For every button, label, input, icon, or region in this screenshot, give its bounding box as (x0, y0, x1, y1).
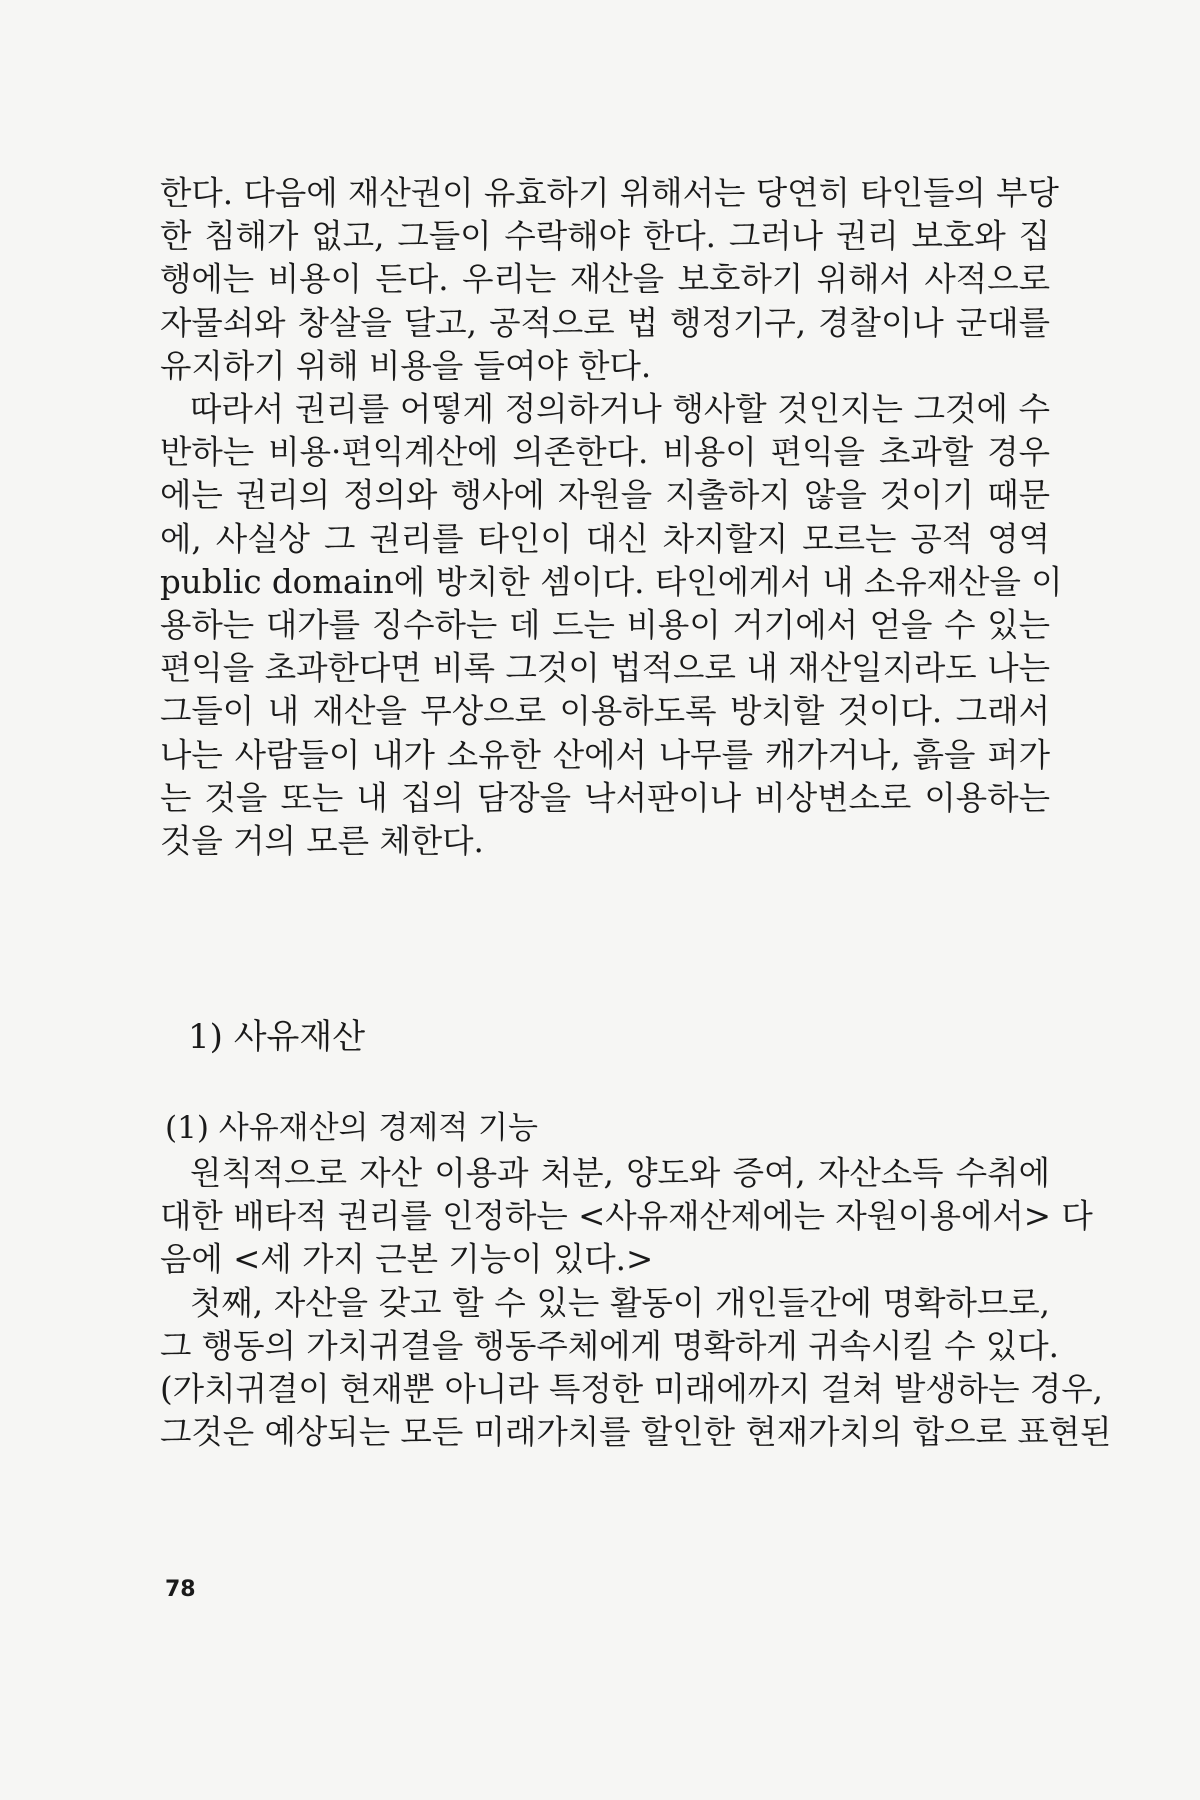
text-line: 편익을 초과한다면 비록 그것이 법적으로 내 재산일지라도 나는 (160, 649, 1050, 688)
text-line: 음에 <세 가지 근본 기능이 있다.> (160, 1240, 654, 1279)
text-line: 한다. 다음에 재산권이 유효하기 위해서는 당연히 타인들의 부당 (160, 174, 1059, 212)
section-heading: 1) 사유재산 (188, 1017, 366, 1057)
text-line: 그 행동의 가치귀결을 행동주체에게 명확하게 귀속시킬 수 있다. (160, 1326, 1059, 1365)
text-line: 용하는 대가를 징수하는 데 드는 비용이 거기에서 얻을 수 있는 (160, 606, 1050, 645)
body-text-block-2 (160, 1152, 1112, 1454)
text-line: public domain에 방치한 셈이다. 타인에게서 내 소유재산을 이 (160, 562, 1063, 601)
text-line: 나는 사람들이 내가 소유한 산에서 나무를 캐가거나, 흙을 퍼가 (160, 735, 1050, 774)
paragraph-1 (160, 172, 1059, 388)
text-line: 따라서 권리를 어떻게 정의하거나 행사할 것인지는 그것에 수 (190, 390, 1050, 429)
text-line: 첫째, 자산을 갖고 할 수 있는 활동이 개인들간에 명확하므로, (190, 1283, 1050, 1322)
text-line: 반하는 비용·편익계산에 의존한다. 비용이 편익을 초과할 경우 (160, 433, 1050, 472)
paragraph-2 (160, 388, 1063, 863)
paragraph-3 (160, 1152, 1093, 1282)
body-text-block-1 (160, 172, 1063, 863)
text-line: 유지하기 위해 비용을 들여야 한다. (160, 346, 652, 385)
text-line: 에, 사실상 그 권리를 타인이 대신 차지할지 모르는 공적 영역 (160, 519, 1050, 558)
text-line: 한 침해가 없고, 그들이 수락해야 한다. 그러나 권리 보호와 집 (160, 217, 1050, 256)
page-number: 78 (165, 1577, 196, 1602)
text-line: 대한 배타적 권리를 인정하는 <사유재산제에는 자원이용에서> 다 (160, 1197, 1093, 1236)
subsection-heading: (1) 사유재산의 경제적 기능 (165, 1110, 538, 1146)
text-line: 자물쇠와 창살을 달고, 공적으로 법 행정기구, 경찰이나 군대를 (160, 303, 1050, 342)
text-line: (가치귀결이 현재뿐 아니라 특정한 미래에까지 걸쳐 발생하는 경우, (160, 1370, 1103, 1409)
text-line: 그것은 예상되는 모든 미래가치를 할인한 현재가치의 합으로 표현된 (160, 1413, 1112, 1452)
text-line: 는 것을 또는 내 집의 담장을 낙서판이나 비상변소로 이용하는 (160, 778, 1050, 817)
text-line: 그들이 내 재산을 무상으로 이용하도록 방치할 것이다. 그래서 (160, 692, 1050, 731)
text-line: 것을 거의 모른 체한다. (160, 822, 484, 861)
text-line: 행에는 비용이 든다. 우리는 재산을 보호하기 위해서 사적으로 (160, 260, 1050, 299)
text-line: 에는 권리의 정의와 행사에 자원을 지출하지 않을 것이기 때문 (160, 476, 1050, 515)
text-line: 원칙적으로 자산 이용과 처분, 양도와 증여, 자산소득 수취에 (190, 1154, 1050, 1192)
paragraph-4 (160, 1282, 1112, 1455)
